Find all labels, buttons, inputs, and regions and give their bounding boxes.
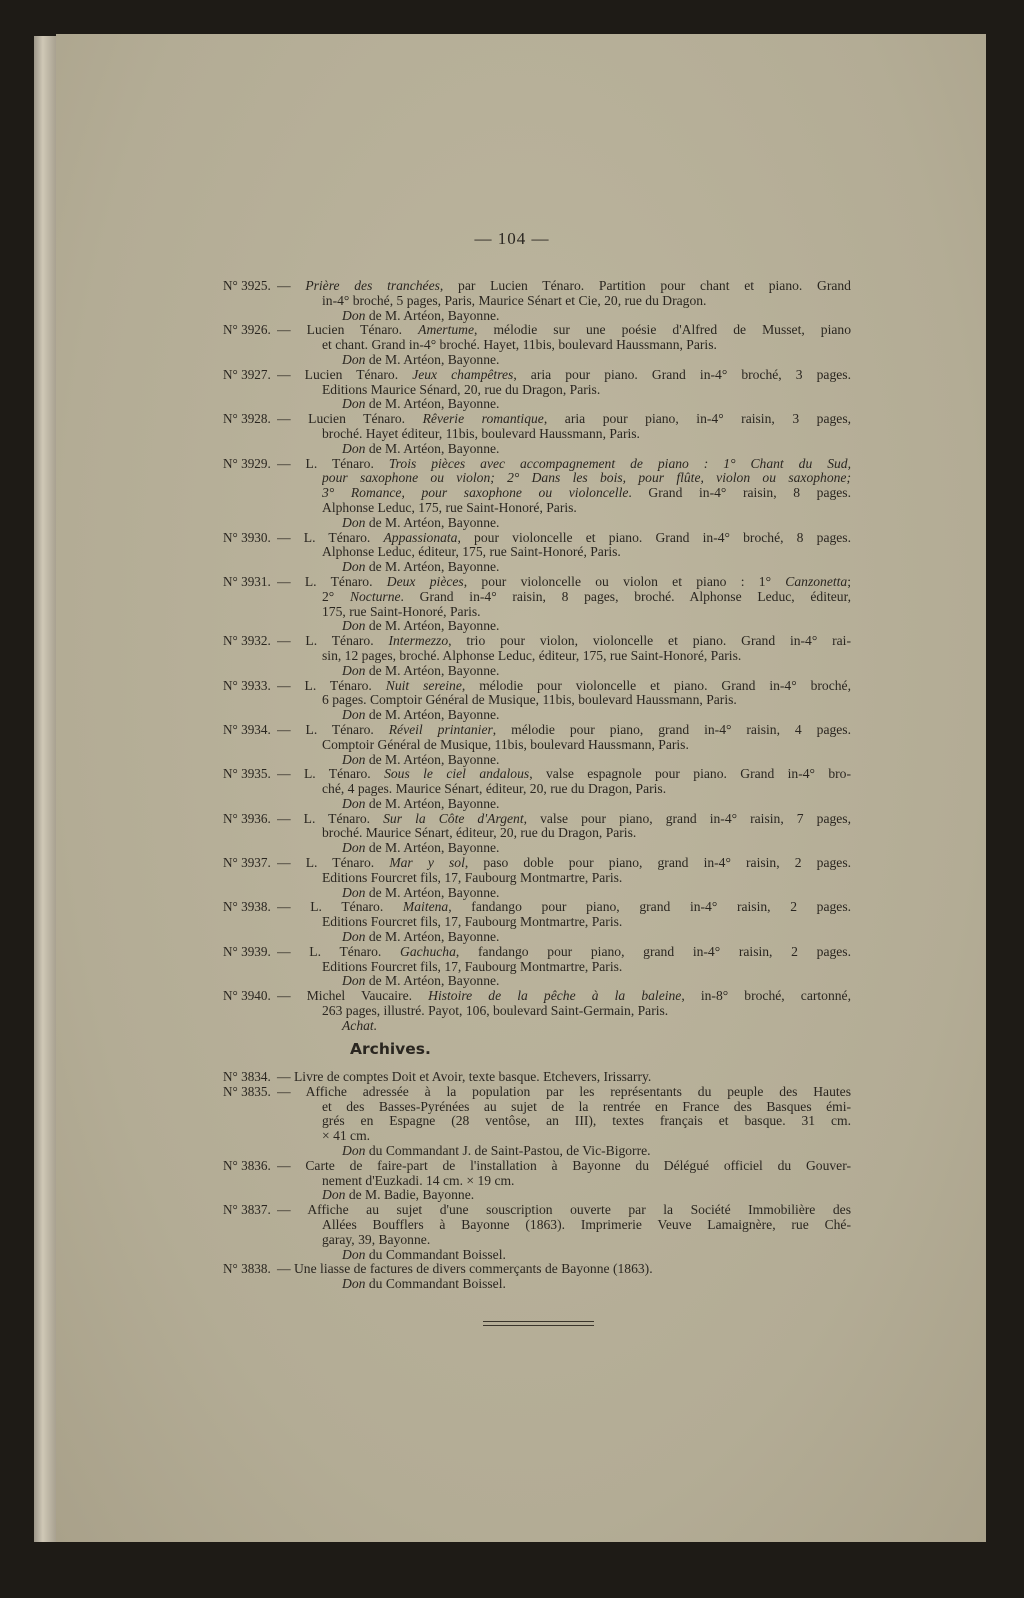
text-segment: , valse espagnole pour piano. Grand in-4° bro- (529, 767, 851, 782)
text-segment: Allées Boufflers à Bayonne (1863). Imprimerie Veuve Lamaignère, rue Ché- (322, 1217, 851, 1232)
catalogue-entry (0, 575, 1024, 634)
entry-number: N° 3927. (223, 366, 271, 382)
entry-continuation-line (322, 738, 851, 753)
provenance-source: de M. Artéon, Bayonne. (368, 514, 500, 530)
catalogue-entry (0, 1203, 1024, 1262)
provenance-label: Don (342, 662, 366, 678)
provenance-line (342, 974, 499, 989)
archives-entries (0, 1070, 1024, 1292)
provenance-line (342, 1144, 651, 1159)
text-segment: , paso doble pour piano, grand in-4° raisin, 2 pages. (464, 856, 851, 871)
entry-line (0, 945, 1024, 960)
provenance-line (342, 1248, 506, 1263)
text-segment: 175, rue Saint-Honoré, Paris. (322, 603, 481, 619)
entry-line (0, 693, 1024, 708)
provenance-label: Don (342, 840, 366, 856)
catalogue-entry (0, 1085, 1024, 1159)
text-segment: — L. Ténaro. (277, 900, 403, 915)
entry-line (0, 486, 1024, 501)
entry-number: N° 3933. (223, 677, 271, 693)
entry-first-line (277, 412, 851, 427)
catalogue-entry (0, 412, 1024, 456)
provenance-source: du Commandant Boissel. (368, 1276, 506, 1292)
entry-first-line (277, 1085, 851, 1100)
entry-continuation-line (322, 1174, 851, 1189)
italic-title: Histoire de la pêche à la baleine (428, 989, 682, 1004)
entry-line (0, 1114, 1024, 1129)
provenance-label: Don (342, 973, 366, 989)
entry-number: N° 3938. (223, 899, 271, 915)
text-segment: , aria pour piano, in-4° raisin, 3 pages, (543, 412, 851, 427)
entry-line (0, 1070, 1024, 1085)
text-segment: — Livre de comptes Doit et Avoir, texte basque. Etchevers, Irissarry. (277, 1069, 652, 1084)
entry-first-line (277, 679, 851, 694)
text-segment: , in-8° broché, cartonné, (681, 989, 851, 1004)
entry-line (0, 738, 1024, 753)
provenance-source: de M. Artéon, Bayonne. (368, 559, 500, 575)
catalogue-entry (0, 945, 1024, 989)
italic-title: Sur la Côte d'Argent (383, 811, 524, 826)
entry-line (0, 457, 1024, 472)
entry-line (0, 767, 1024, 782)
text-segment: Alphonse Leduc, éditeur, 175, rue Saint-Honoré, Paris. (322, 544, 621, 560)
provenance-label: Don (342, 1142, 366, 1158)
text-segment: — L. Ténaro. (277, 811, 384, 826)
entry-continuation-line (322, 294, 851, 309)
entry-line (0, 1218, 1024, 1233)
text-segment: garay, 39, Bayonne. (322, 1231, 431, 1247)
text-segment: Editions Fourcret fils, 17, Faubourg Montmartre, Paris. (322, 958, 623, 974)
catalogue-entry (0, 856, 1024, 900)
entry-line (0, 294, 1024, 309)
entry-first-line (277, 856, 851, 871)
text-segment: , par Lucien Ténaro. Partition pour chant et piano. Grand (439, 279, 851, 293)
text-segment: , pour violoncelle ou violon et piano : 1° (463, 574, 786, 589)
entry-first-line (277, 575, 851, 590)
text-segment: — L. Ténaro. (277, 856, 390, 871)
entry-number: N° 3932. (223, 633, 271, 649)
text-segment: , mélodie pour violoncelle et piano. Grand in-4° broché, (461, 678, 851, 693)
entry-number: N° 3934. (223, 721, 271, 737)
text-segment: — Michel Vaucaire. (277, 989, 429, 1004)
catalogue-entry (0, 531, 1024, 575)
text-segment: Alphonse Leduc, 175, rue Saint-Honoré, Paris. (322, 499, 577, 515)
text-segment: — L. Ténaro. (277, 456, 389, 471)
entry-first-line (277, 723, 851, 738)
entry-continuation-line (322, 486, 851, 501)
catalogue-entry (0, 989, 1024, 1033)
provenance-label: Don (342, 751, 366, 767)
provenance-line (342, 397, 499, 412)
provenance-source: du Commandant Boissel. (368, 1246, 506, 1262)
entry-number: N° 3935. (223, 766, 271, 782)
provenance-source: de M. Artéon, Bayonne. (368, 618, 500, 634)
italic-title: Sous le ciel andalous (384, 767, 530, 782)
entry-number: N° 3925. (223, 278, 271, 293)
double-rule-top (483, 1321, 594, 1322)
entry-continuation-line (322, 915, 851, 930)
text-segment: , mélodie pour piano, grand in-4° raisin, 4 pages. (492, 722, 851, 737)
catalogue-entry (0, 1159, 1024, 1203)
entry-number: N° 3937. (223, 855, 271, 871)
italic-title: Trois pièces avec accompagnement de piano : 1° Chant du Sud, (388, 456, 851, 471)
entry-first-line (277, 812, 851, 827)
provenance-label: Don (342, 795, 366, 811)
provenance-line (342, 664, 499, 679)
catalogue-entry (0, 812, 1024, 856)
text-segment: et chant. Grand in-4° broché. Hayet, 11bis, boulevard Haussmann, Paris. (322, 337, 717, 353)
provenance-line (342, 442, 499, 457)
entry-line (0, 605, 1024, 620)
provenance-label: Don (342, 396, 366, 412)
text-segment: — Une liasse de factures de divers commerçants de Bayonne (1863). (277, 1261, 653, 1277)
entry-line (0, 501, 1024, 516)
text-segment: , trio pour violon, violoncelle et piano. Grand in-4° rai- (448, 634, 851, 649)
entry-continuation-line (322, 649, 851, 664)
provenance-line (342, 1277, 506, 1292)
provenance-label: Don (342, 440, 366, 456)
text-segment: , valse pour piano, grand in-4° raisin, 7 pages, (523, 811, 851, 826)
provenance-label: Don (342, 559, 366, 575)
entry-line (0, 1004, 1024, 1019)
text-segment: — L. Ténaro. (277, 574, 387, 589)
text-segment: — L. Ténaro. (277, 722, 389, 737)
entry-continuation-line (322, 590, 851, 605)
italic-title: Mar y sol (389, 856, 465, 871)
provenance-source: de M. Artéon, Bayonne. (368, 440, 500, 456)
text-segment: grés en Espagne (28 ventôse, an III), textes français et basque. 31 cm. (322, 1114, 851, 1129)
text-segment: — Lucien Ténaro. (277, 323, 419, 338)
entry-first-line (277, 531, 851, 546)
text-segment: . Grand in-4° raisin, 8 pages. (628, 486, 851, 501)
entry-number: N° 3838. (223, 1261, 271, 1277)
provenance-source: de M. Artéon, Bayonne. (368, 884, 500, 900)
entry-line (0, 338, 1024, 353)
provenance-source: de M. Artéon, Bayonne. (368, 751, 500, 767)
entry-line (0, 383, 1024, 398)
entry-line (0, 590, 1024, 605)
entry-first-line (277, 457, 851, 472)
text-segment: — Affiche adressée à la population par les représentants du peuple des Hautes (277, 1084, 851, 1099)
provenance-label: Don (342, 1246, 366, 1262)
entry-continuation-line (322, 1004, 851, 1019)
text-segment: , fandango pour piano, grand in-4° raisin, 2 pages. (455, 944, 851, 959)
entry-line (0, 323, 1024, 338)
entry-first-line (277, 1159, 851, 1174)
entry-line (0, 915, 1024, 930)
provenance-source: de M. Badie, Bayonne. (348, 1187, 475, 1203)
text-segment: Comptoir Général de Musique, 11bis, boulevard Haussmann, Paris. (322, 736, 689, 752)
entry-continuation-line (322, 1114, 851, 1129)
text-segment: — (277, 279, 306, 293)
provenance-label: Don (342, 307, 366, 323)
entry-line (0, 1174, 1024, 1189)
entry-number: N° 3940. (223, 988, 271, 1004)
entry-first-line (277, 634, 851, 649)
entry-continuation-line (322, 1129, 851, 1144)
provenance-label: Don (342, 514, 366, 530)
entry-number: N° 3930. (223, 529, 271, 545)
entry-line (0, 1262, 1024, 1277)
text-segment: , mélodie sur une poésie d'Alfred de Musset, piano (474, 323, 851, 338)
entry-first-line (277, 1203, 851, 1218)
provenance-source: du Commandant J. de Saint-Pastou, de Vic-Bigorre. (368, 1142, 651, 1158)
entry-line (0, 545, 1024, 560)
entry-number: N° 3835. (223, 1083, 271, 1099)
catalogue-entry (0, 1262, 1024, 1292)
entry-continuation-line (322, 471, 851, 486)
provenance-source: de M. Artéon, Bayonne. (368, 795, 500, 811)
entry-line (0, 1129, 1024, 1144)
entry-line (0, 279, 1024, 294)
entry-line (0, 427, 1024, 442)
catalogue-entry (0, 1070, 1024, 1085)
text-segment: Editions Fourcret fils, 17, Faubourg Montmartre, Paris. (322, 869, 623, 885)
italic-title: pour saxophone ou violon; 2° Dans les bois, pour flûte, violon ou saxophone; (322, 471, 851, 486)
italic-title: Amertume (418, 323, 475, 338)
entry-number: N° 3928. (223, 411, 271, 427)
archives-heading: Archives. (350, 1040, 431, 1058)
provenance-line (342, 886, 499, 901)
catalogue-entry (0, 723, 1024, 767)
entry-continuation-line (322, 960, 851, 975)
text-segment: 263 pages, illustré. Payot, 106, boulevard Saint-Germain, Paris. (322, 1003, 669, 1019)
entry-line (0, 1233, 1024, 1248)
text-segment: . Grand in-4° raisin, 8 pages, broché. Alphonse Leduc, éditeur, (400, 589, 851, 604)
catalogue-entry (0, 457, 1024, 531)
provenance-source: de M. Artéon, Bayonne. (368, 662, 500, 678)
provenance-label: Achat. (342, 1017, 378, 1033)
catalogue-entry (0, 634, 1024, 678)
text-segment: — L. Ténaro. (277, 634, 389, 649)
entry-number: N° 3939. (223, 943, 271, 959)
entry-line (0, 900, 1024, 915)
text-segment: 2° (322, 589, 350, 604)
provenance-line (342, 841, 499, 856)
text-segment: — L. Ténaro. (277, 944, 401, 959)
provenance-label: Don (342, 707, 366, 723)
entry-line (0, 960, 1024, 975)
provenance-label: Don (342, 884, 366, 900)
provenance-source: de M. Artéon, Bayonne. (368, 396, 500, 412)
italic-title: Réveil printanier (388, 722, 493, 737)
provenance-line (342, 1019, 377, 1034)
text-segment: broché. Maurice Sénart, éditeur, 20, rue du Dragon, Paris. (322, 825, 637, 841)
entry-continuation-line (322, 1233, 851, 1248)
provenance-label: Don (342, 618, 366, 634)
provenance-line (342, 353, 499, 368)
text-segment: , aria pour piano. Grand in-4° broché, 3 pages. (513, 367, 851, 382)
entry-number: N° 3936. (223, 810, 271, 826)
entry-line (0, 782, 1024, 797)
entry-number: N° 3926. (223, 322, 271, 338)
provenance-line (342, 930, 499, 945)
text-segment: × 41 cm. (322, 1128, 371, 1144)
entry-line (0, 856, 1024, 871)
entry-line (0, 679, 1024, 694)
text-segment: — L. Ténaro. (277, 678, 386, 693)
entry-first-line (277, 1262, 851, 1277)
catalogue-entry (0, 900, 1024, 944)
entry-line (0, 1203, 1024, 1218)
entry-continuation-line (322, 871, 851, 886)
entry-first-line (277, 368, 851, 383)
provenance-source: de M. Artéon, Bayonne. (368, 929, 500, 945)
provenance-line (342, 516, 499, 531)
provenance-label: Don (342, 929, 366, 945)
entry-first-line (277, 1070, 851, 1085)
entry-continuation-line (322, 605, 851, 620)
catalogue-entry (0, 767, 1024, 811)
provenance-label: Don (342, 1276, 366, 1292)
italic-title: Nocturne (349, 589, 401, 604)
entry-line (0, 412, 1024, 427)
text-segment: , fandango pour piano, grand in-4° raisin, 2 pages. (448, 900, 851, 915)
text-segment: sin, 12 pages, broché. Alphonse Leduc, éditeur, 175, rue Saint-Honoré, Paris. (322, 647, 742, 663)
entry-line (0, 368, 1024, 383)
entry-line (0, 575, 1024, 590)
provenance-source: de M. Artéon, Bayonne. (368, 707, 500, 723)
text-segment: — L. Ténaro. (277, 530, 384, 545)
entry-continuation-line (322, 1100, 851, 1115)
italic-title: Appassionata (383, 530, 458, 545)
text-segment: — Affiche au sujet d'une souscription ouverte par la Société Immobilière des (277, 1203, 851, 1218)
italic-title: 3° Romance, pour saxophone ou violoncelle (322, 486, 629, 501)
entry-line (0, 649, 1024, 664)
italic-title: Deux pièces (386, 574, 464, 589)
provenance-label: Don (342, 351, 366, 367)
provenance-source: de M. Artéon, Bayonne. (368, 840, 500, 856)
entry-number: N° 3834. (223, 1069, 271, 1084)
italic-title: Maitena (402, 900, 449, 915)
text-segment: broché. Hayet éditeur, 11bis, boulevard Haussmann, Paris. (322, 425, 640, 441)
entry-line (0, 812, 1024, 827)
entry-line (0, 723, 1024, 738)
text-segment: — Carte de faire-part de l'installation à Bayonne du Délégué officiel du Gouver- (277, 1158, 851, 1173)
italic-title: Jeux champêtres (412, 367, 514, 382)
text-segment: in-4° broché, 5 pages, Paris, Maurice Sénart et Cie, 20, rue du Dragon. (322, 292, 707, 308)
text-segment: 6 pages. Comptoir Général de Musique, 11bis, boulevard Haussmann, Paris. (322, 692, 737, 708)
entry-number: N° 3837. (223, 1202, 271, 1218)
entry-line (0, 471, 1024, 486)
text-segment: Editions Maurice Sénard, 20, rue du Dragon, Paris. (322, 381, 601, 397)
italic-title: Gachucha (400, 944, 456, 959)
entry-first-line (277, 900, 851, 915)
entry-first-line (277, 767, 851, 782)
provenance-line (342, 619, 499, 634)
text-segment: — Lucien Ténaro. (277, 367, 413, 382)
provenance-source: de M. Artéon, Bayonne. (368, 973, 500, 989)
provenance-line (342, 708, 499, 723)
entry-continuation-line (322, 383, 851, 398)
entry-continuation-line (322, 338, 851, 353)
italic-title: Prière des tranchées (305, 279, 440, 293)
provenance-line (342, 309, 499, 324)
text-segment: ; (847, 574, 851, 589)
entry-line (0, 1100, 1024, 1115)
entry-continuation-line (322, 427, 851, 442)
italic-title: Nuit sereine (385, 678, 462, 693)
entry-continuation-line (322, 693, 851, 708)
text-segment: — L. Ténaro. (277, 767, 385, 782)
italic-title: Canzonetta (785, 574, 848, 589)
provenance-line (342, 797, 499, 812)
text-segment: Editions Fourcret fils, 17, Faubourg Montmartre, Paris. (322, 914, 623, 930)
catalogue-entry (0, 368, 1024, 412)
text-segment: et des Basses-Pyrénées au sujet de la rentrée en France des Basques émi- (322, 1099, 851, 1114)
text-segment: nement d'Euzkadi. 14 cm. × 19 cm. (322, 1172, 515, 1188)
page-number: — 104 — (474, 229, 550, 248)
double-rule-bottom (483, 1325, 594, 1326)
entry-continuation-line (322, 826, 851, 841)
entry-first-line (277, 989, 851, 1004)
entry-continuation-line (322, 501, 851, 516)
entry-first-line (277, 945, 851, 960)
provenance-source: de M. Artéon, Bayonne. (368, 351, 500, 367)
entry-line (0, 871, 1024, 886)
entry-number: N° 3931. (223, 573, 271, 589)
catalogue-entries (0, 279, 1024, 1034)
entry-continuation-line (322, 782, 851, 797)
entry-number: N° 3836. (223, 1157, 271, 1173)
entry-line (0, 826, 1024, 841)
entry-first-line (277, 323, 851, 338)
provenance-label: Don (322, 1187, 346, 1203)
provenance-line (322, 1188, 474, 1203)
catalogue-entry (0, 279, 1024, 323)
entry-line (0, 989, 1024, 1004)
catalogue-entry (0, 679, 1024, 723)
catalogue-entry (0, 323, 1024, 367)
text-segment: ché, 4 pages. Maurice Sénart, éditeur, 20, rue du Dragon, Paris. (322, 781, 667, 797)
italic-title: Rêverie romantique (422, 412, 544, 427)
entry-first-line (277, 279, 851, 294)
text-segment: — Lucien Ténaro. (277, 412, 423, 427)
italic-title: Intermezzo (388, 634, 449, 649)
text-segment: , pour violoncelle et piano. Grand in-4° broché, 8 pages. (457, 530, 851, 545)
entry-line (0, 1159, 1024, 1174)
provenance-line (342, 560, 499, 575)
entry-line (0, 1085, 1024, 1100)
entry-continuation-line (322, 1218, 851, 1233)
entry-number: N° 3929. (223, 455, 271, 471)
entry-line (0, 634, 1024, 649)
entry-line (0, 531, 1024, 546)
entry-continuation-line (322, 545, 851, 560)
provenance-line (342, 753, 499, 768)
provenance-source: de M. Artéon, Bayonne. (368, 307, 500, 323)
